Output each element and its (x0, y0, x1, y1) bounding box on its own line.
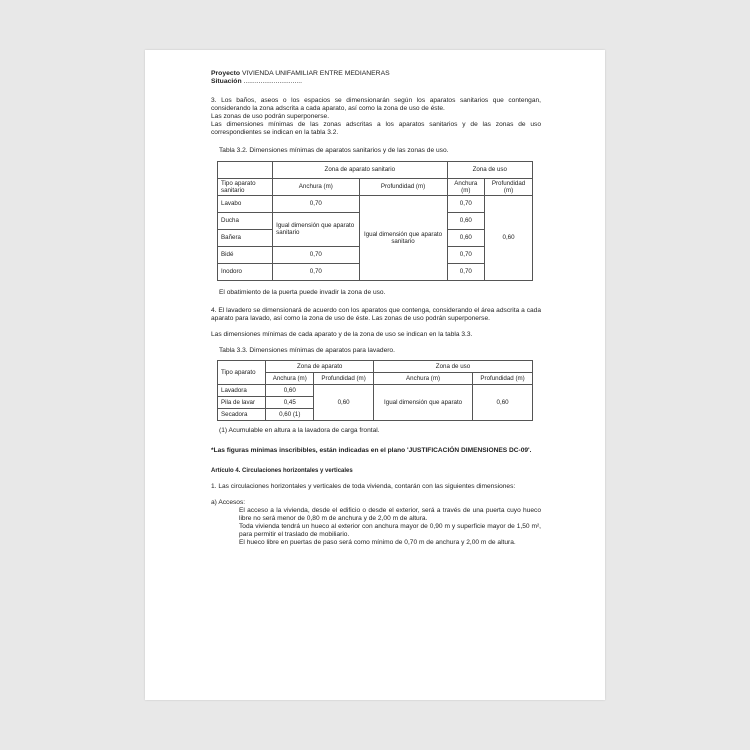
accesos-item: El hueco libre en puertas de paso será como mínimo de 0,70 m de anchura y 2,00 m de altura. (239, 538, 516, 546)
para3-line3: Las dimensiones mínimas de las zonas adscritas a los aparatos sanitarios y de las zonas de uso correspondientes se indican en la tabla 3.2. (211, 120, 541, 136)
situacion-label: Situación (211, 78, 242, 86)
table-header: Anchura (m) (374, 372, 473, 384)
table-header: Zona de uso (447, 161, 532, 178)
paragraph-3 (211, 97, 541, 137)
table-cell: Lavadora (218, 384, 266, 396)
table-cell: 0,60 (485, 195, 533, 280)
table-cell: Ducha (218, 212, 273, 229)
para3-line1: 3. Los baños, aseos o los espacios se dimensionarán según los aparatos sanitarios que contengan, considerando la zona adscrita a cada aparato, así como la zona de uso de éste. (211, 96, 541, 112)
para4-line2: Las dimensiones mínimas de cada aparato y de la zona de uso se indican en la tabla 3.3. (211, 330, 473, 338)
table-header: Profundidad (m) (314, 372, 374, 384)
table32-note: El obatimiento de la puerta puede invadir la zona de uso. (219, 288, 386, 296)
table-cell: Inodoro (218, 263, 273, 280)
table-cell: Igual dimensión que aparato (374, 384, 473, 420)
table-cell: 0,70 (273, 246, 359, 263)
table-header: Zona de aparato (266, 360, 374, 372)
table-header: Anchura (m) (266, 372, 314, 384)
table-cell: Bañera (218, 229, 273, 246)
table-cell: 0,70 (447, 195, 485, 212)
document-page (145, 50, 605, 700)
table-header: Tipo aparato sanitario (218, 178, 273, 195)
table-cell: Bidé (218, 246, 273, 263)
table-cell: Pila de lavar (218, 396, 266, 408)
table-cell: Igual dimensión que aparato sanitario (273, 212, 359, 246)
table-cell: 0,70 (273, 195, 359, 212)
accesos-item: El acceso a la vivienda, desde el edificio o desde el exterior, será a través de una puerta cuyo hueco libre no será menor de 0,80 m de anchura y de 2,00 m de altura. (239, 506, 541, 522)
para4-line1: 4. El lavadero se dimensionará de acuerdo con los aparatos que contenga, considerando el área adscrita a cada aparato para lavado, así como la zona de uso de éste. Las zonas de uso podrán superponerse. (211, 306, 541, 322)
table-header: Zona de uso (374, 360, 533, 372)
table-header: Anchura (m) (447, 178, 485, 195)
proyecto-value: VIVIENDA UNIFAMILIAR ENTRE MEDIANERAS (241, 70, 390, 77)
table-cell: 0,70 (273, 263, 359, 280)
table-cell: 0,60 (473, 384, 533, 420)
paragraph-4 (211, 307, 541, 339)
table-cell: 0,60 (266, 384, 314, 396)
proyecto-label: Proyecto (211, 70, 241, 77)
para3-line2: Las zonas de uso podrán superponerse. (211, 112, 330, 120)
accesos-heading: a) Accesos: (211, 498, 246, 506)
table-header: Tipo aparato (218, 360, 266, 384)
situacion-value: ............................... (243, 78, 303, 86)
articulo4-title: Artículo 4. Circulaciones horizontales y verticales (211, 467, 353, 474)
table-row (218, 195, 533, 212)
table-cell: Secadora (218, 408, 266, 420)
table-header: Anchura (m) (273, 178, 359, 195)
table-cell: 0,70 (447, 263, 485, 280)
table-header: Zona de aparato sanitario (273, 161, 447, 178)
table-3-2 (217, 161, 533, 281)
table-3-3 (217, 360, 533, 421)
table-header: Profundidad (m) (485, 178, 533, 195)
table-cell: 0,60 (447, 229, 485, 246)
page-content (211, 70, 541, 547)
articulo4-intro: 1. Las circulaciones horizontales y verticales de toda vivienda, contarán con las siguientes dimensiones: (211, 482, 516, 490)
table-cell (218, 161, 273, 178)
project-header (211, 70, 541, 87)
table-cell: 0,60 (314, 384, 374, 420)
table-cell: 0,45 (266, 396, 314, 408)
table-cell: 0,70 (447, 246, 485, 263)
accesos-item: Toda vivienda tendrá un hueco al exterior con anchura mayor de 0,90 m y superficie mayor de 1,50 m², para permitir el traslado de mobiliario. (239, 522, 541, 538)
accesos-body (211, 507, 541, 547)
table-row (218, 384, 533, 396)
table-cell: Lavabo (218, 195, 273, 212)
table-header: Profundidad (m) (473, 372, 533, 384)
figuras-note: *Las figuras mínimas inscribibles, están indicadas en el plano 'JUSTIFICACIÓN DIMENSIONES DC-09'. (211, 446, 532, 454)
table-cell: 0,60 (447, 212, 485, 229)
table-cell: Igual dimensión que aparato sanitario (359, 195, 447, 280)
table32-caption: Tabla 3.2. Dimensiones mínimas de aparatos sanitarios y de las zonas de uso. (219, 146, 449, 154)
table33-caption: Tabla 3.3. Dimensiones mínimas de aparatos para lavadero. (219, 346, 395, 354)
table-header: Profundidad (m) (359, 178, 447, 195)
table33-note: (1) Acumulable en altura a la lavadora de carga frontal. (219, 426, 380, 434)
table-cell: 0,60 (1) (266, 408, 314, 420)
